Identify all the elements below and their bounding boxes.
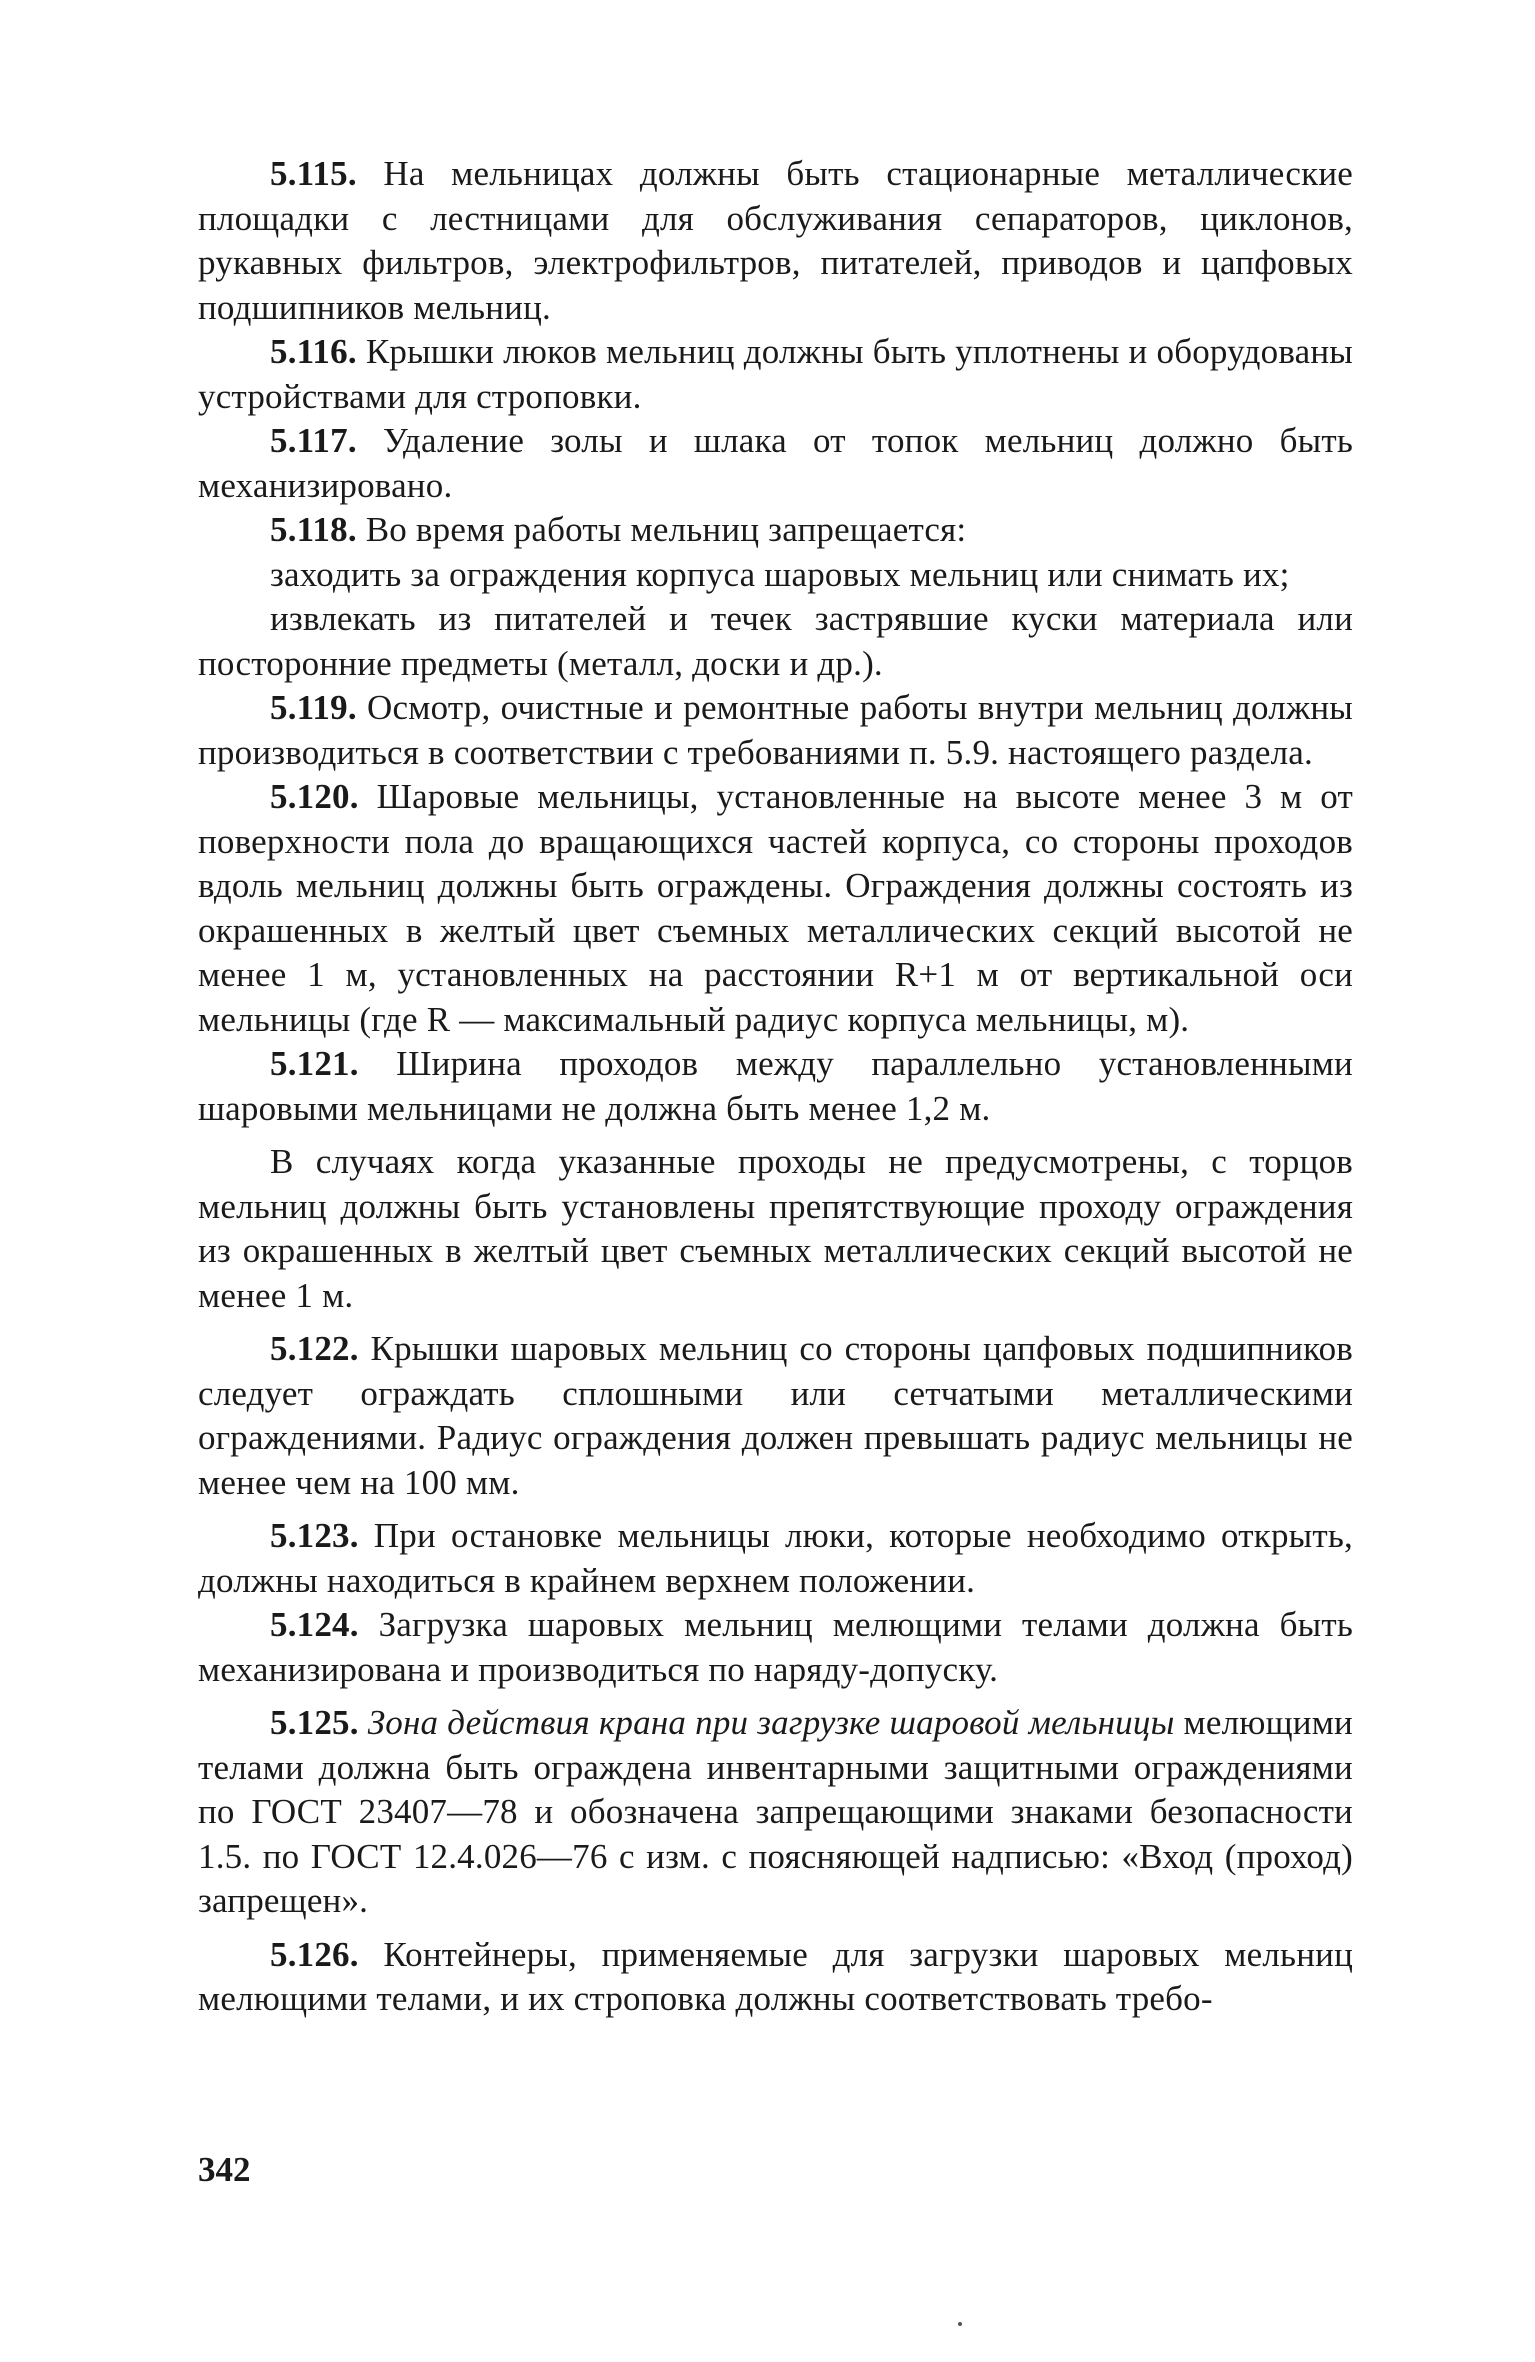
clause-number: 5.119. — [270, 688, 357, 727]
clause-number: 5.124. — [270, 1605, 359, 1644]
paragraph-5-119 — [198, 686, 1353, 775]
paragraph-text: Крышки люков мельниц должны быть уплотнены и оборудованы устройствами для строповки. — [198, 332, 1353, 416]
paragraph-text: Во время работы мельниц запрещается: — [356, 510, 967, 549]
paragraph-text: Шаровые мельницы, установленные на высоте менее 3 м от поверхности пола до вращающихся частей корпуса, со стороны проходов вдоль мельниц должны быть ограждены. Ограждения должны состоять из окрашенных в желтый цвет съемных металлических секций высотой не менее 1 м, установленных на расстоянии R+1 м от вертикальной оси мельницы (где R — максимальный радиус корпуса мельницы, м). — [198, 777, 1353, 1039]
paragraph-text: При остановке мельницы люки, которые необходимо открыть, должны находиться в крайнем верхнем положении. — [198, 1516, 1353, 1600]
paragraph-text: Контейнеры, применяемые для загрузки шаровых мельниц мелющими телами, и их строповка должны соответствовать требо- — [198, 1934, 1353, 2018]
paragraph-5-126 — [198, 1933, 1353, 2022]
italic-phrase: Зона действия крана при загрузке шаровой мельницы — [358, 1703, 1175, 1742]
clause-number: 5.115. — [270, 154, 357, 193]
paragraph-5-115 — [198, 152, 1353, 330]
paragraph-5-118-item-2 — [198, 597, 1353, 686]
paragraph-text: заходить за ограждения корпуса шаровых мельниц или снимать их; — [270, 554, 1290, 594]
paragraph-5-118-item-1 — [198, 553, 1353, 598]
clause-number: 5.123. — [270, 1516, 359, 1555]
paragraph-5-121-continued — [198, 1140, 1353, 1318]
clause-number: 5.125. — [270, 1703, 359, 1742]
paragraph-text: На мельницах должны быть стационарные металлические площадки с лестницами для обслуживания сепараторов, циклонов, рукавных фильтров, электрофильтров, питателей, приводов и цапфовых подшипников мельниц. — [198, 154, 1353, 327]
paragraph-text: Осмотр, очистные и ремонтные работы внутри мельниц должны производиться в соответствии с требованиями п. 5.9. настоящего раздела. — [198, 688, 1353, 772]
paragraph-5-121 — [198, 1042, 1353, 1131]
scan-speck — [958, 2322, 962, 2326]
paragraph-5-116 — [198, 330, 1353, 419]
paragraph-5-123 — [198, 1514, 1353, 1603]
paragraph-text: извлекать из питателей и течек застрявшие куски материала или посторонние предметы (металл, доски и др.). — [198, 599, 1353, 683]
clause-number: 5.118. — [270, 510, 357, 549]
paragraph-text: Загрузка шаровых мельниц мелющими телами должна быть механизирована и производиться по наряду-допуску. — [198, 1605, 1353, 1689]
paragraph-5-117 — [198, 419, 1353, 508]
paragraph-text: Ширина проходов между параллельно установленными шаровыми мельницами не должна быть менее 1,2 м. — [198, 1044, 1353, 1128]
clause-number: 5.126. — [270, 1934, 359, 1974]
paragraph-5-125 — [198, 1701, 1353, 1924]
paragraph-5-120 — [198, 775, 1353, 1042]
clause-number: 5.116. — [270, 332, 357, 371]
clause-number: 5.121. — [270, 1044, 359, 1083]
clause-number: 5.120. — [270, 777, 359, 816]
paragraph-text: Крышки шаровых мельниц со стороны цапфовых подшипников следует ограждать сплошными или сетчатыми металлическими ограждениями. Радиус ограждения должен превышать радиус мельницы не менее чем на 100 мм. — [198, 1329, 1353, 1502]
paragraph-5-124 — [198, 1603, 1353, 1692]
paragraph-text: Удаление золы и шлака от топок мельниц должно быть механизировано. — [198, 421, 1353, 505]
paragraph-5-118 — [198, 508, 1353, 553]
paragraph-5-122 — [198, 1327, 1353, 1505]
paragraph-text: мелющими телами должна быть ограждена инвентарными защитными ограждениями по ГОСТ 23407—78 и обозначена запрещающими знаками безопасности 1.5. по ГОСТ 12.4.026—76 с изм. с поясняющей надписью: «Вход (проход) запрещен». — [198, 1703, 1353, 1920]
page-number: 342 — [198, 2150, 251, 2189]
body-text — [198, 152, 1353, 2022]
clause-number: 5.122. — [270, 1329, 359, 1368]
clause-number: 5.117. — [270, 421, 357, 460]
paragraph-text: В случаях когда указанные проходы не предусмотрены, с торцов мельниц должны быть установлены препятствующие проходу ограждения из окрашенных в желтый цвет съемных металлических секций высотой не менее 1 м. — [198, 1142, 1353, 1315]
